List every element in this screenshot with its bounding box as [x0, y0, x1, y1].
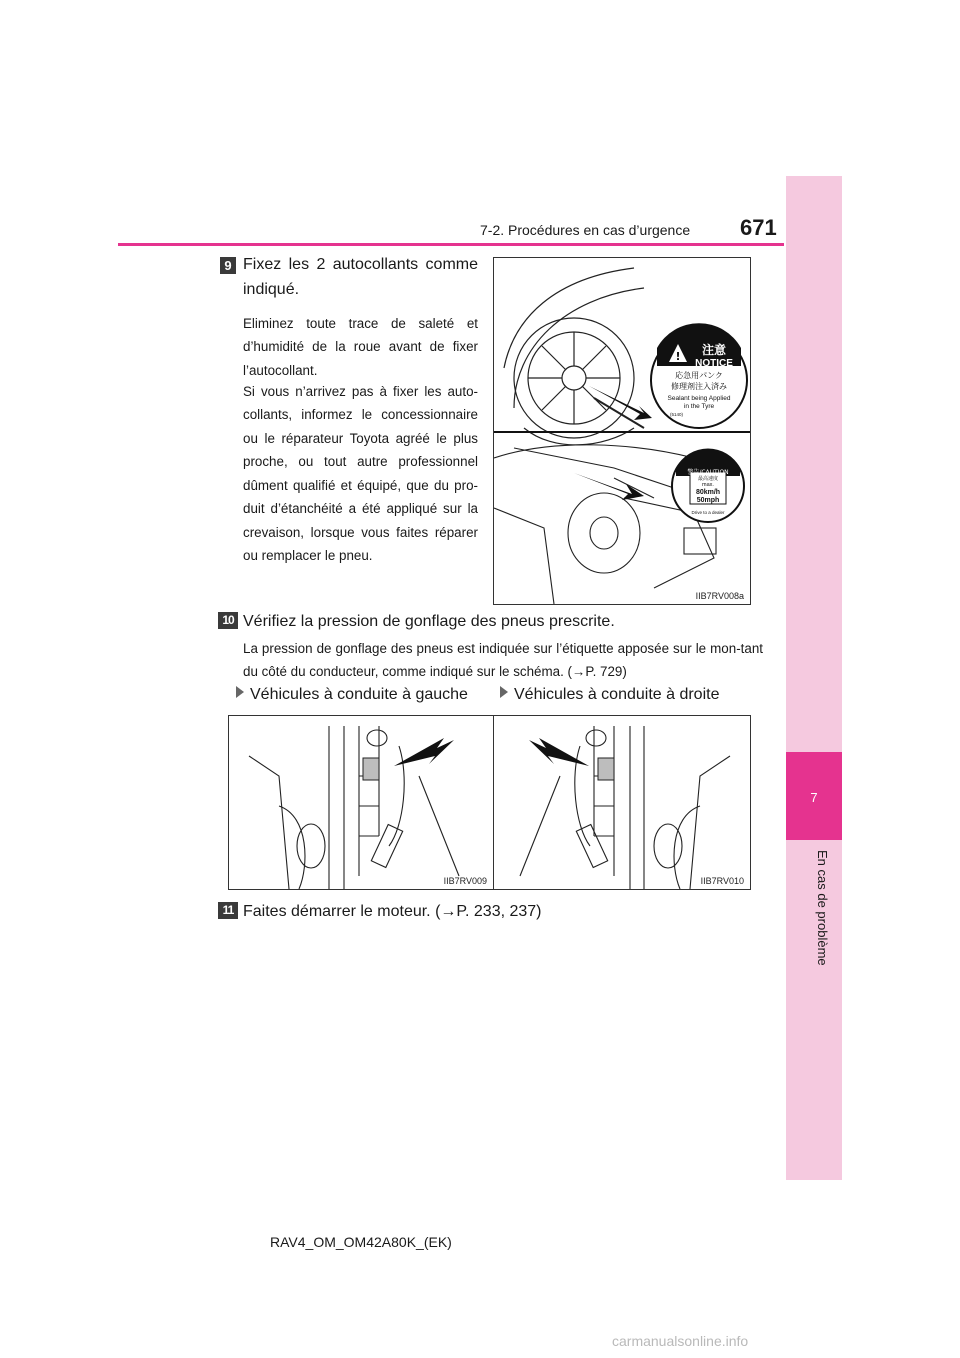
step-9-heading: Fixez les 2 autocollants comme indiqué. [243, 256, 478, 298]
svg-text:!: ! [675, 350, 681, 363]
side-tab-upper [786, 176, 842, 752]
tire-pressure-label-rhd [598, 758, 614, 780]
lhd-pillar-illustration [229, 716, 493, 889]
caution-mph: 50mph [696, 497, 720, 504]
rhd-pillar-illustration [494, 716, 750, 889]
chapter-number: 7 [810, 790, 818, 805]
figure-code-9: IIB7RV008a [695, 591, 744, 601]
document-code: RAV4_OM_OM42A80K_(EK) [270, 1234, 452, 1250]
notice-kanji: 注意 [701, 343, 727, 357]
step-9-paragraph-2: Si vous n’arrivez pas à fixer les auto-collants, informez le concessionnaire ou le réparateur Toyota agréé le plus proche, ou tout autre professionnel dûment qualifié et équipé, que du pro-duit d’étanchéité a été appliqué sur la crevaison, lorsque vous faites réparer ou remplacer le pneu. [243, 384, 478, 564]
chapter-title: En cas de problème [815, 850, 830, 966]
tire-pressure-label-lhd [363, 758, 379, 780]
figure-lhd-pillar [228, 715, 494, 890]
lhd-heading-text: Véhicules à conduite à gauche [250, 686, 468, 703]
notice-label: NOTICE [695, 358, 733, 369]
sticker-placement-illustration [494, 258, 750, 604]
notice-jp-line2: 修理剤注入済み [671, 382, 727, 391]
step-badge-10: 10 [218, 612, 238, 629]
notice-jp-line1: 応急用パンク [675, 371, 723, 380]
watermark[interactable]: carmanualsonline.info [612, 1333, 749, 1349]
figure-sticker-placement [493, 257, 751, 605]
caution-max: max. [702, 482, 714, 488]
rhd-heading [500, 686, 760, 704]
figure-code-lhd: IIB7RV009 [443, 876, 487, 886]
bullet-arrow-icon [500, 686, 508, 698]
step-badge-9: 9 [220, 257, 236, 274]
step-badge-11: 11 [218, 902, 238, 919]
pointer-arrow-dashboard [574, 473, 644, 500]
header-rule [118, 243, 784, 246]
caution-bottom: Drive to a dealer [691, 510, 725, 515]
figure-rhd-pillar [493, 715, 751, 890]
bullet-arrow-icon [236, 686, 244, 698]
lhd-heading [236, 686, 496, 704]
section-title: 7-2. Procédures en cas d’urgence [480, 222, 691, 238]
figure-code-rhd: IIB7RV010 [700, 876, 744, 886]
caution-kmh: 80km/h [695, 489, 721, 496]
step-10-paragraph: La pression de gonflage des pneus est indiquée sur l’étiquette apposée sur le mon-tant du côté du conducteur, comme indiqué sur le schéma. (→P. 729) [243, 641, 763, 680]
caution-jp-speed: 最高速度 [697, 476, 719, 482]
notice-en-line1: Sealant being Applied [667, 395, 731, 402]
pointer-arrow-rhd [529, 738, 589, 766]
wheel-drawing [504, 268, 644, 445]
rhd-heading-text: Véhicules à conduite à droite [514, 686, 720, 703]
notice-small-code: (5140) [670, 412, 684, 417]
caution-top-label: 警告/CAUTION [687, 469, 729, 476]
page-number: 671 [740, 215, 777, 240]
step-11-heading: Faites démarrer le moteur. (→P. 233, 237) [243, 903, 542, 920]
step-10-heading: Vérifiez la pression de gonflage des pneus prescrite. [243, 613, 615, 630]
step-9-paragraph-1: Eliminez toute trace de saleté et d’humidité de la roue avant de fixer l’autocollant. [243, 316, 478, 378]
notice-en-line2: in the Tyre [683, 403, 715, 410]
pointer-arrow-lhd [394, 738, 454, 766]
